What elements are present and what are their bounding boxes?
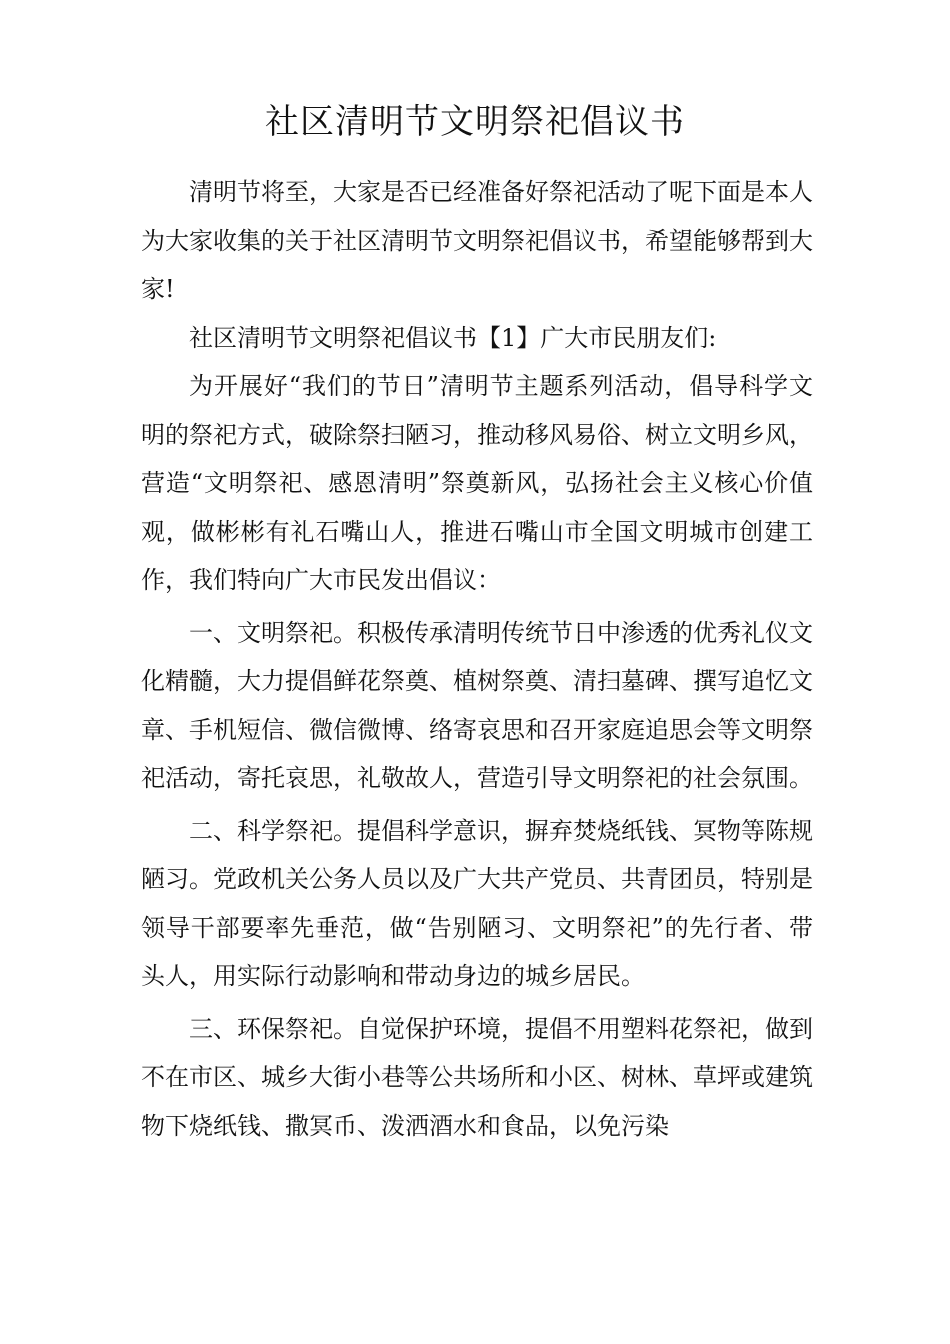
paragraph-item-3: 三、环保祭祀。自觉保护环境，提倡不用塑料花祭祀，做到不在市区、城乡大街小巷等公共场所和小区、树林、草坪或建筑物下烧纸钱、撒冥币、泼洒酒水和食品，以免污染 [141,1014,813,1140]
paragraph-preamble: 为开展好“我们的节日”清明节主题系列活动，倡导科学文明的祭祀方式，破除祭扫陋习，推动移风易俗、树立文明乡风，营造“文明祭祀、感恩清明”祭奠新风，弘扬社会主义核心价值观，做彬彬有礼石嘴山人，推进石嘴山市全国文明城市创建工作，我们特向广大市民发出倡议： [141,372,813,594]
document-title: 社区清明节文明祭祀倡议书 [265,102,685,142]
paragraph-item-1: 一、文明祭祀。积极传承清明传统节日中渗透的优秀礼仪文化精髓，大力提倡鲜花祭奠、植树祭奠、清扫墓碑、撰写追忆文章、手机短信、微信微博、络寄哀思和召开家庭追思会等文明祭祀活动，寄托哀思，礼敬故人，营造引导文明祭祀的社会氛围。 [141,618,813,792]
paragraph-item-2: 二、科学祭祀。提倡科学意识，摒弃焚烧纸钱、冥物等陈规陋习。党政机关公务人员以及广大共产党员、共青团员，特别是领导干部要率先垂范，做“告别陋习、文明祭祀”的先行者、带头人，用实际行动影响和带动身边的城乡居民。 [141,816,813,990]
paragraph-heading: 社区清明节文明祭祀倡议书【1】广大市民朋友们: [189,323,717,352]
paragraph-intro: 清明节将至，大家是否已经准备好祭祀活动了呢下面是本人为大家收集的关于社区清明节文明祭祀倡议书，希望能够帮到大家! [141,178,813,303]
document-body [141,168,813,1150]
